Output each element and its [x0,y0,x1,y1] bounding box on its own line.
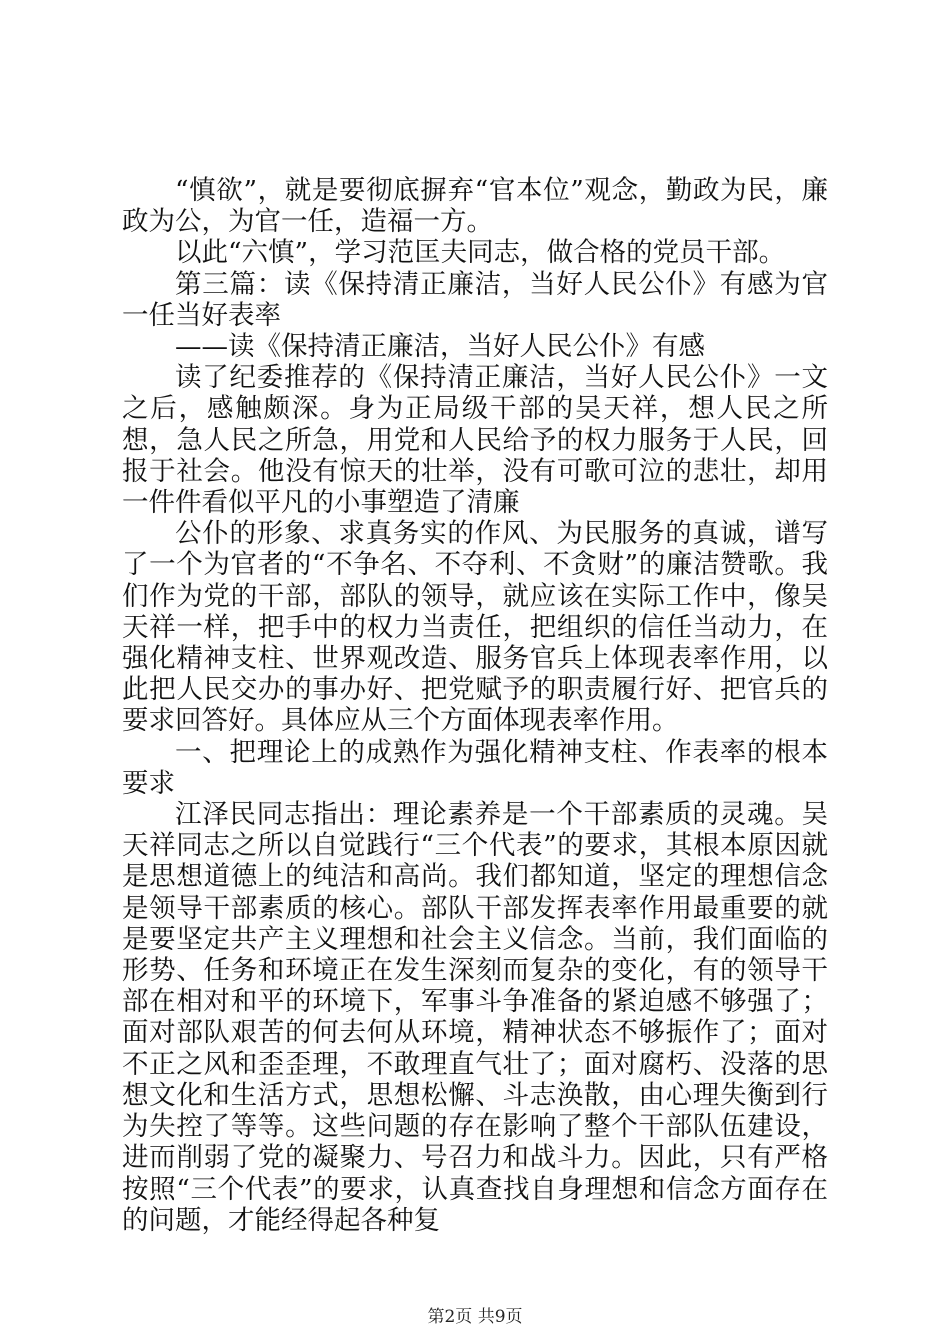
article-subtitle: ——读《保持清正廉洁，当好人民公仆》有感 [175,331,705,363]
document-body [122,175,828,1236]
paragraph-shenyu: “慎欲”，就是要彻底摒弃“官本位”观念，勤政为民，廉政为公，为官一任，造福一方。 [122,175,828,238]
section-heading-one: 一、把理论上的成熟作为强化精神支柱、作表率的根本要求 [122,736,828,799]
paragraph-intro: 读了纪委推荐的《保持清正廉洁，当好人民公仆》一文之后，感触颇深。身为正局级干部的吴天祥，想人民之所想，急人民之所急，用党和人民给予的权力服务于人民，回报于社会。他没有惊天的壮举，没有可歌可泣的悲壮，却用一件件看似平凡的小事塑造了清廉 [122,362,828,519]
paragraph-gongpu: 公仆的形象、求真务实的作风、为民服务的真诚，谱写了一个为官者的“不争名、不夺利、不贪财”的廉洁赞歌。我们作为党的干部，部队的领导，就应该在实际工作中，像吴天祥一样，把手中的权力当责任，把组织的信任当动力，在强化精神支柱、世界观改造、服务官兵上体现表率作用，以此把人民交办的事办好、把党赋予的职责履行好、把官兵的要求回答好。具体应从三个方面体现表率作用。 [122,518,828,737]
paragraph-theory: 江泽民同志指出：理论素养是一个干部素质的灵魂。吴天祥同志之所以自觉践行“三个代表”的要求，其根本原因就是思想道德上的纯洁和高尚。我们都知道，坚定的理想信念是领导干部素质的核心。部队干部发挥表率作用最重要的就是要坚定共产主义理想和社会主义信念。当前，我们面临的形势、任务和环境正在发生深刻而复杂的变化，有的领导干部在相对和平的环境下，军事斗争准备的紧迫感不够强了；面对部队艰苦的何去何从环境，精神状态不够振作了；面对不正之风和歪歪理，不敢理直气壮了；面对腐朽、没落的思想文化和生活方式，思想松懈、斗志涣散，由心理失衡到行为失控了等等。这些问题的存在影响了整个干部队伍建设，进而削弱了党的凝聚力、号召力和战斗力。因此，只有严格按照“三个代表”的要求，认真查找自身理想和信念方面存在的问题，才能经得起各种复 [122,799,828,1236]
article-title: 第三篇：读《保持清正廉洁，当好人民公仆》有感为官一任当好表率 [122,268,828,331]
page-number: 第2页 共9页 [427,1307,523,1327]
paragraph-liushen: 以此“六慎”，学习范匡夫同志，做合格的党员干部。 [175,237,786,269]
